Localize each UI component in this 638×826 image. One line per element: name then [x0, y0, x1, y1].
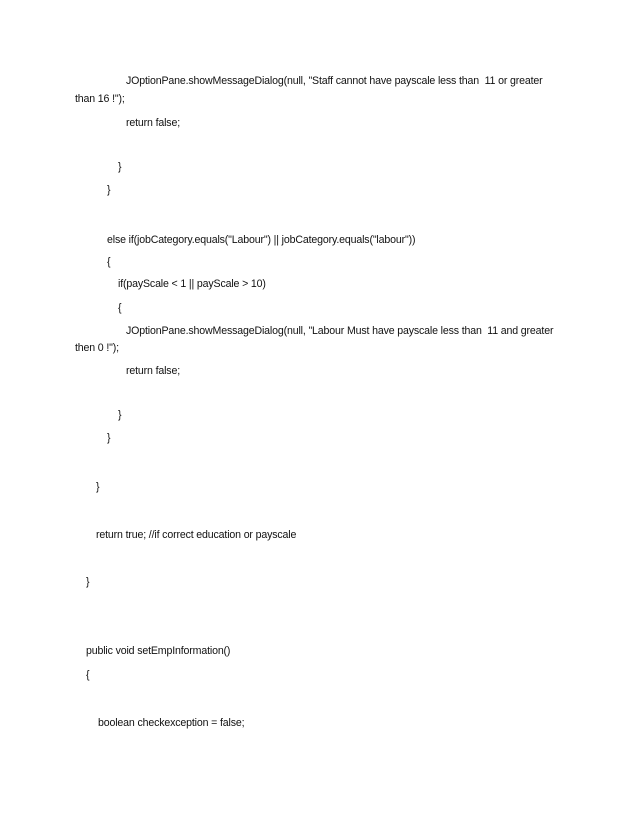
code-line: } — [118, 409, 122, 421]
code-line: { — [86, 669, 90, 681]
code-line: then 0 !"); — [75, 342, 119, 354]
code-line: JOptionPane.showMessageDialog(null, "Labour Must have payscale less than 11 and greater — [126, 325, 554, 337]
code-line: public void setEmpInformation() — [86, 645, 231, 657]
code-line: } — [118, 161, 122, 173]
code-line: return true; //if correct education or payscale — [96, 529, 297, 541]
code-line: } — [107, 432, 111, 444]
code-line: else if(jobCategory.equals("Labour") || jobCategory.equals("labour")) — [107, 234, 416, 246]
code-line: { — [107, 256, 111, 268]
code-line: return false; — [126, 365, 180, 377]
code-line: JOptionPane.showMessageDialog(null, "Staff cannot have payscale less than 11 or greater — [126, 75, 543, 87]
code-line: if(payScale < 1 || payScale > 10) — [118, 278, 266, 290]
code-line: return false; — [126, 117, 180, 129]
code-line: } — [86, 576, 90, 588]
code-line: boolean checkexception = false; — [98, 717, 245, 729]
code-line: } — [96, 481, 100, 493]
code-line: } — [107, 184, 111, 196]
code-line: { — [118, 302, 122, 314]
code-line: than 16 !"); — [75, 93, 125, 105]
